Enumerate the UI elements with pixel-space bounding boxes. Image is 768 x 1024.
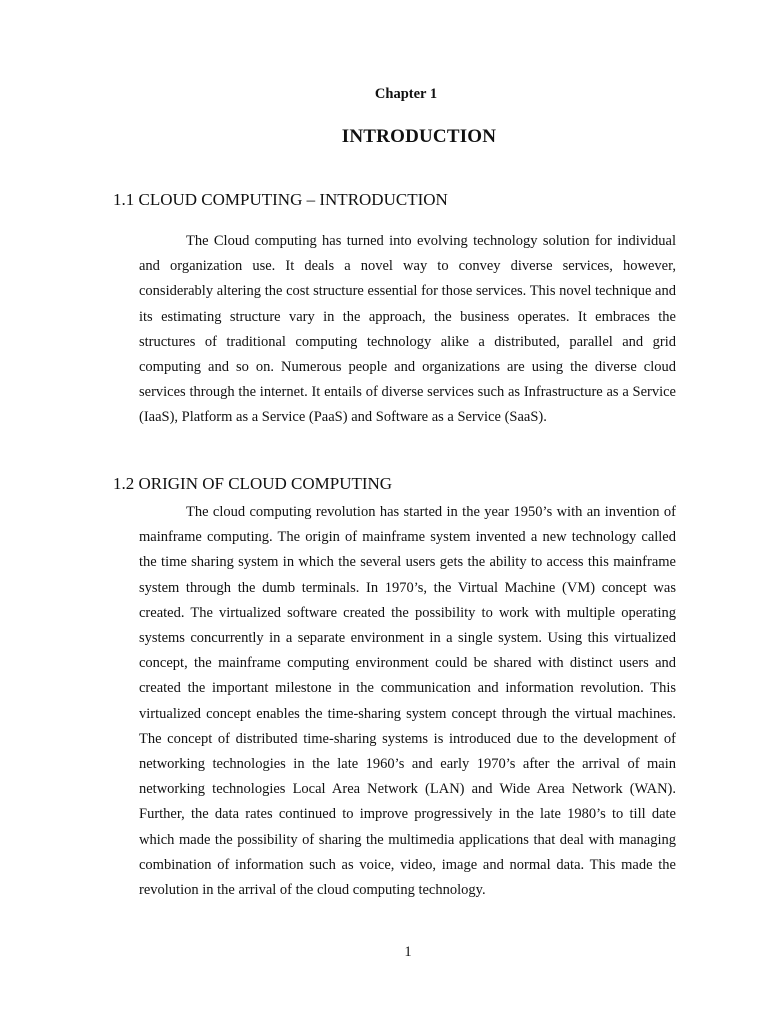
section-heading-cloud-computing-introduction: 1.1 CLOUD COMPUTING – INTRODUCTION [113, 190, 448, 209]
section-paragraph-cloud-computing-introduction: The Cloud computing has turned into evolving technology solution for individual and organization use. It deals a novel way to convey diverse services, however, considerably altering the cost structure essential for those services. This novel technique and its estimating structure vary in the approach, the business operates. It embraces the structures of traditional computing technology alike a distributed, parallel and grid computing and so on. Numerous people and organizations are using the diverse cloud services through the internet. It entails of diverse services such as Infrastructure as a Service (IaaS), Platform as a Service (PaaS) and Software as a Service (SaaS). [139, 233, 676, 426]
section-heading-origin-of-cloud-computing: 1.2 ORIGIN OF CLOUD COMPUTING [113, 474, 393, 493]
chapter-label: Chapter 1 [374, 86, 438, 102]
chapter-title: INTRODUCTION [341, 126, 497, 147]
section-paragraph-origin-of-cloud-computing: The cloud computing revolution has started in the year 1950’s with an invention of mainframe computing. The origin of mainframe system invented a new technology called the time sharing system in which the several users gets the ability to access this mainframe system through the dumb terminals. In 1970’s, the Virtual Machine (VM) concept was created. The virtualized software created the possibility to work with multiple operating systems concurrently in a separate environment in a single system. Using this virtualized concept, the mainframe computing environment could be shared with distinct users and created the important milestone in the communication and information revolution. This virtualized concept enables the time-sharing system concept through the virtual machines. The concept of distributed time-sharing systems is introduced due to the development of networking technologies in the late 1960’s and early 1970’s after the arrival of main networking technologies Local Area Network (LAN) and Wide Area Network (WAN). Further, the data rates continued to improve progressively in the late 1980’s to till date which made the possibility of sharing the multimedia applications that deal with managing combination of information such as voice, video, image and normal data. This made the revolution in the arrival of the cloud computing technology. [139, 504, 676, 899]
page-number: 1 [404, 944, 412, 960]
